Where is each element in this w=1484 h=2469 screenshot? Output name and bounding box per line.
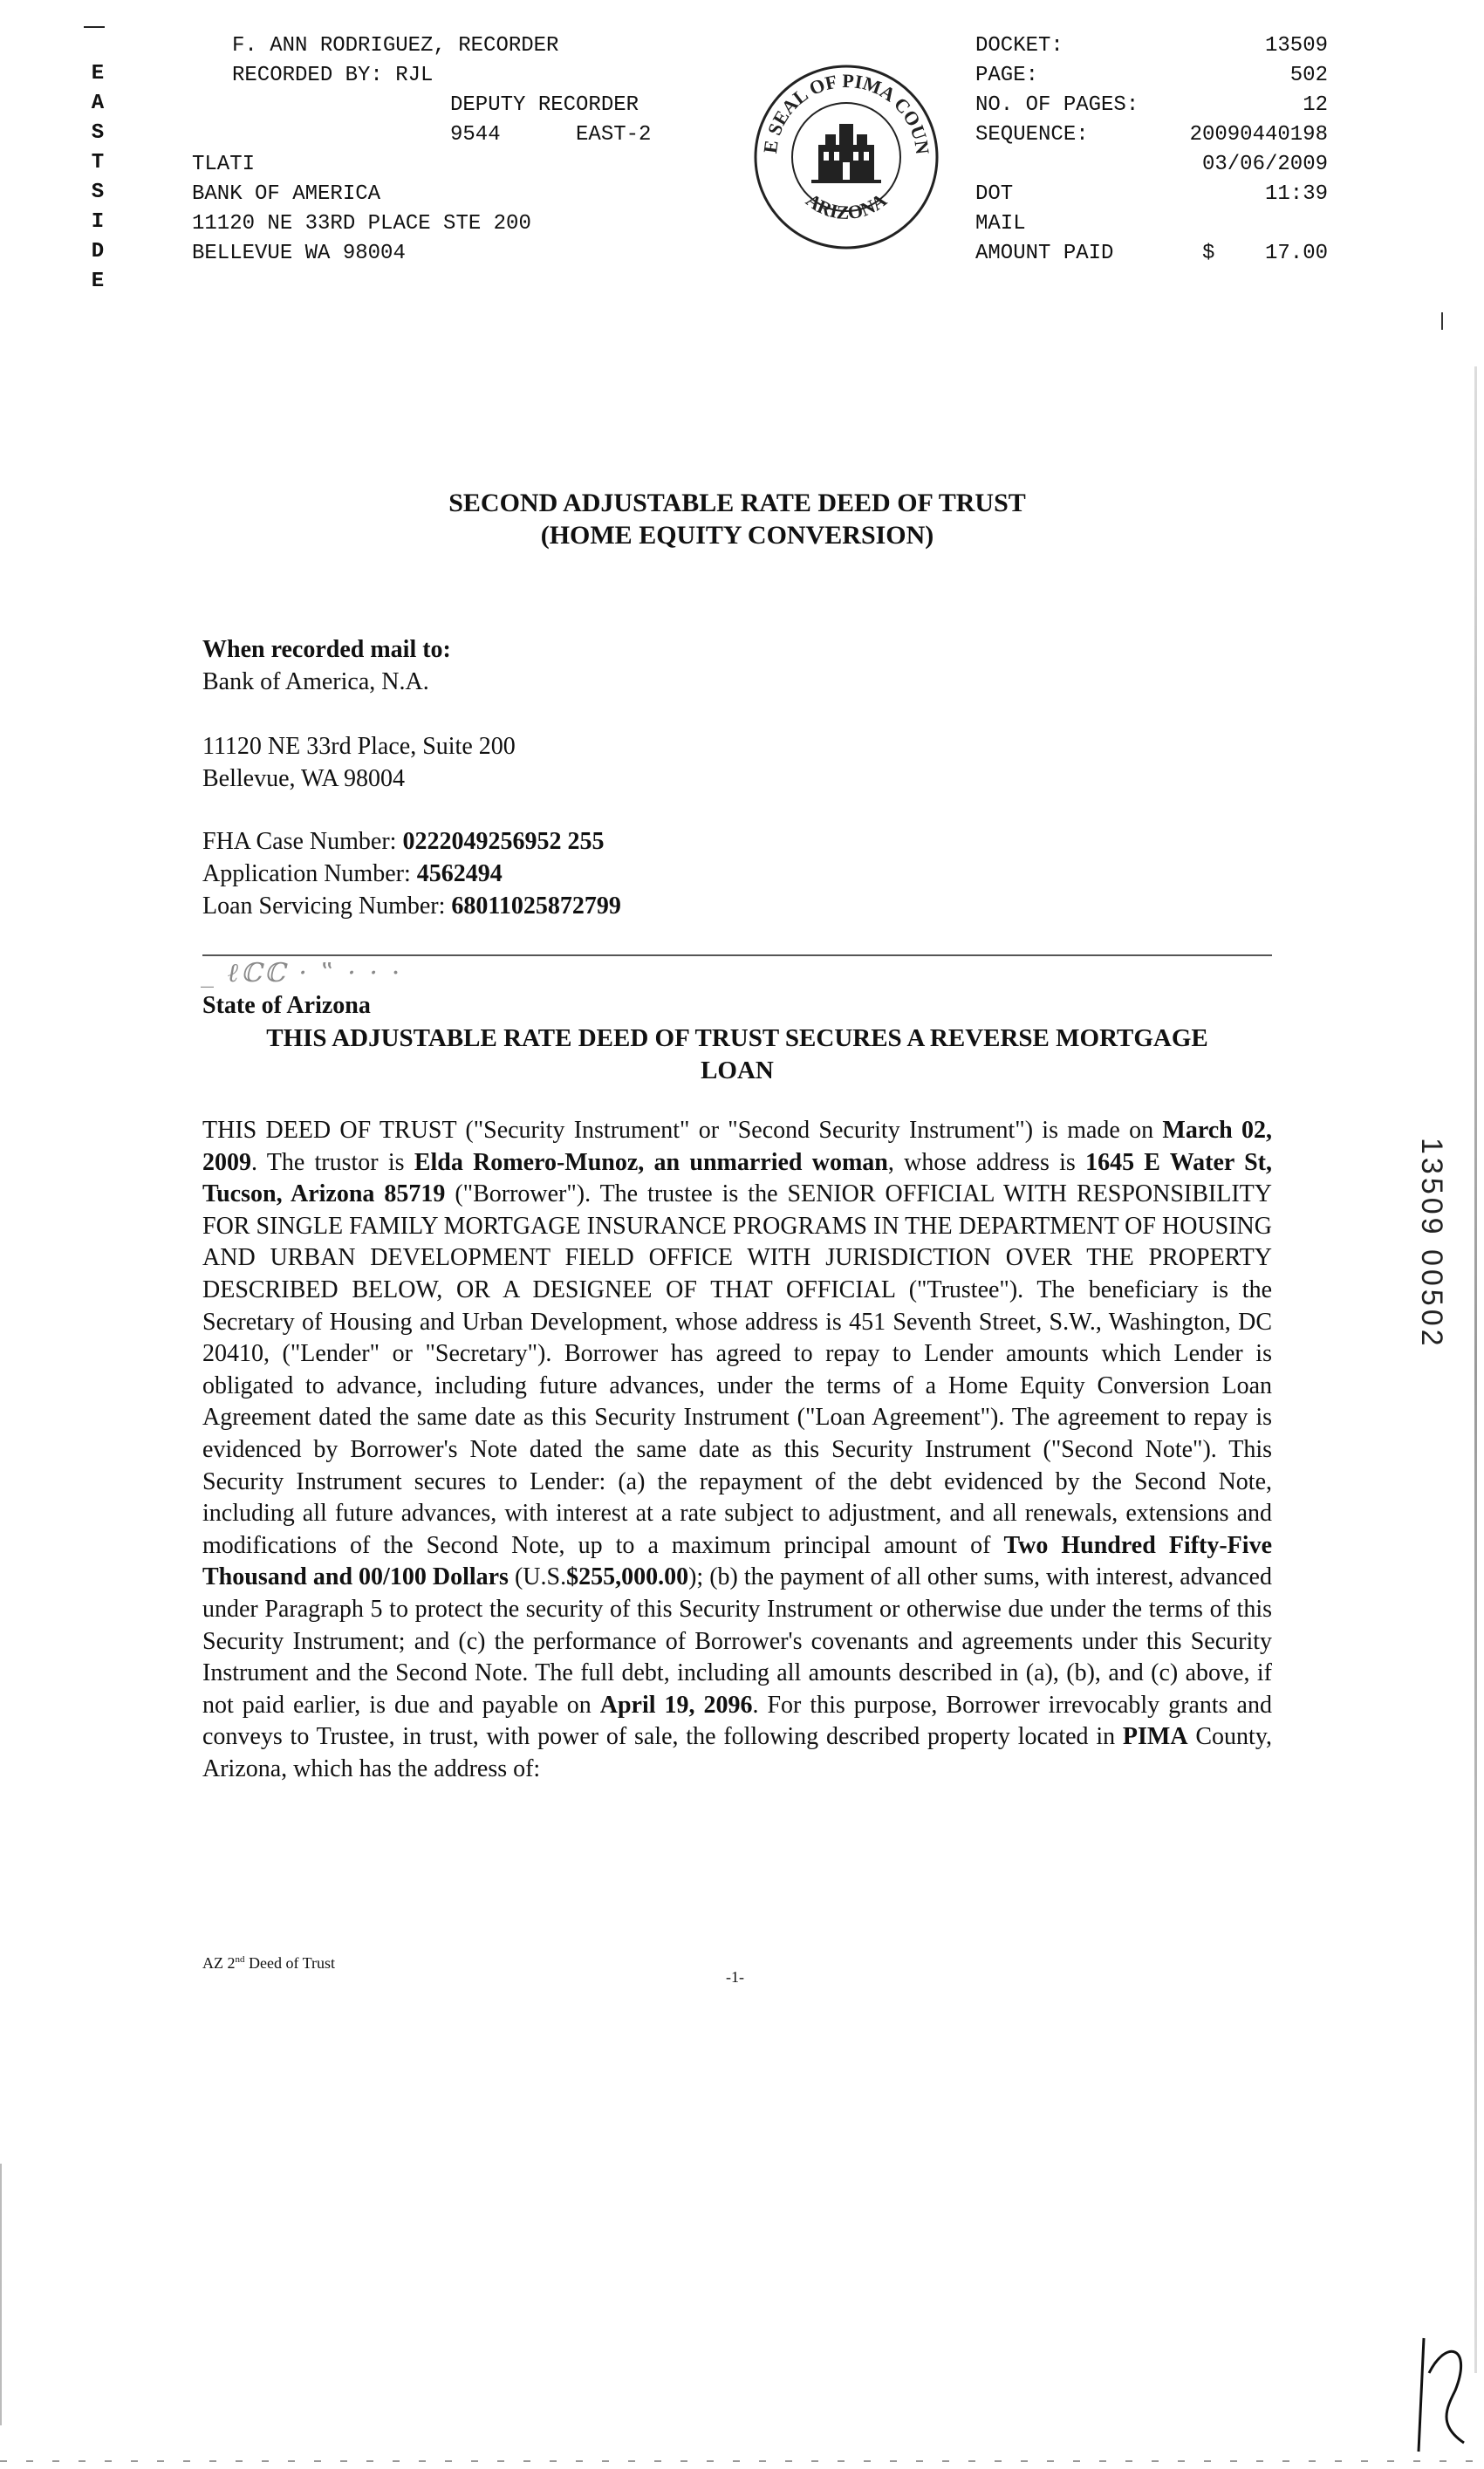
recorder-name: F. ANN RODRIGUEZ, RECORDER	[232, 34, 559, 58]
recorder-station	[232, 120, 721, 150]
amount-in-numbers: $255,000.00	[566, 1563, 689, 1591]
county-name: PIMA	[1122, 1723, 1188, 1751]
pages-value: 12	[1303, 93, 1328, 117]
borrower-address: 1645 E Water St, Tucson, Arizona 85719	[202, 1148, 1273, 1208]
fha-case-label: FHA Case Number:	[202, 828, 397, 855]
page-label: PAGE:	[975, 64, 1039, 87]
paragraph-text: County, Arizona, which has the address of:	[202, 1723, 1273, 1782]
side-letter: A	[91, 92, 105, 115]
currency-symbol: $	[1201, 242, 1215, 265]
paragraph-text: . For this purpose, Borrower irrevocably grants and conveys to Trustee, in trust, with power of sale, the following described property located in	[202, 1691, 1272, 1751]
application-label: Application Number:	[202, 860, 411, 887]
margin-dash	[84, 26, 105, 28]
horizontal-rule	[202, 954, 1272, 956]
docket-value: 13509	[1264, 34, 1328, 58]
pages-row	[975, 91, 1328, 120]
paragraph-text: (U.S.	[508, 1563, 567, 1591]
secures-heading-line2: LOAN	[701, 1057, 774, 1084]
mail-to-street: 11120 NE 33rd Place, Suite 200	[202, 733, 516, 760]
form-suffix: Deed of Trust	[244, 1954, 336, 1972]
application-number: 4562494	[416, 860, 503, 887]
mail-to-name: Bank of America, N.A.	[202, 668, 429, 695]
recorder-station-code: EAST-2	[576, 123, 652, 147]
side-letter: S	[91, 121, 105, 145]
fha-case-number: 0222049256952 255	[402, 828, 605, 855]
loan-servicing-number: 68011025872799	[451, 893, 621, 920]
amount-paid-value: 17.00	[1264, 242, 1328, 265]
handwritten-initials	[1412, 2321, 1478, 2460]
scan-edge-shadow	[0, 2164, 2, 2425]
paragraph-text: . The trustor is	[251, 1148, 414, 1176]
secures-heading-line1: THIS ADJUSTABLE RATE DEED OF TRUST SECURES A REVERSE MORTGAGE	[266, 1024, 1208, 1052]
deed-date: March 02, 2009	[202, 1117, 1273, 1176]
recording-date: 03/06/2009	[1201, 153, 1328, 176]
margin-tick	[1441, 312, 1443, 330]
side-letter: E	[91, 62, 105, 85]
form-name	[202, 1954, 335, 1973]
eastside-vertical-label	[87, 59, 108, 297]
mail-to-block	[202, 633, 988, 795]
docket-block	[975, 31, 1328, 269]
deed-paragraph	[202, 1115, 1272, 1785]
mail-to-city: Bellevue, WA 98004	[202, 765, 406, 792]
amount-in-words: Two Hundred Fifty-Five Thousand and 00/100 Dollars	[202, 1531, 1272, 1591]
paragraph-text: ("Borrower"). The trustee is the SENIOR OFFICIAL WITH RESPONSIBILITY FOR SINGLE FAMILY MORTGAGE INSURANCE PROGRAMS IN THE DEPARTMENT OF HOUSING AND URBAN DEVELOPMENT FIELD OFFICE WITH JURISDICTION OVER THE PROPERTY DESCRIBED BELOW, OR A DESIGNEE OF THAT OFFICIAL ("Trustee"). The beneficiary is the Secretary of Housing and Urban Development, whose address is 451 Seventh Street, S.W., Washington, DC 20410, ("Lender" or "Secretary"). Borrower has agreed to repay to Lender amounts which Lender is obligated to advance, including future advances, under the terms of a Home Equity Conversion Loan Agreement dated the same date as this Security Instrument ("Loan Agreement"). The agreement to repay is evidenced by Borrower's Note dated the same date as this Security Instrument ("Second Note"). This Security Instrument secures to Lender: (a) the repayment of the debt evidenced by the Second Note, including all future advances, with interest at a rate subject to adjustment, and all renewals, extensions and modifications of the Second Note, up to a maximum principal amount of	[202, 1180, 1272, 1559]
addressee-line: TLATI	[192, 153, 256, 176]
vertical-docket-stamp: 13509 00502	[1415, 1138, 1448, 1350]
seal-top-text: E SEAL OF PIMA COUN	[758, 69, 934, 156]
dot-label: DOT	[975, 182, 1014, 206]
form-superscript: nd	[235, 1954, 245, 1965]
paragraph-text: THIS DEED OF TRUST ("Security Instrument" or "Second Security Instrument") is made on	[202, 1117, 1163, 1144]
side-letter: S	[91, 181, 105, 204]
side-letter: T	[91, 151, 105, 174]
amount-label: AMOUNT PAID	[975, 242, 1114, 265]
pages-label: NO. OF PAGES:	[975, 93, 1139, 117]
paragraph-text: ); (b) the payment of all other sums, with interest, advanced under Paragraph 5 to protect the security of this Security Instrument or otherwise due under the terms of this Security Instrument; and (c) the performance of Borrower's covenants and agreements under this Security Instrument and the Second Note. The full debt, including all amounts described in (a), (b), and (c) above, if not paid earlier, is due and payable on	[202, 1563, 1272, 1719]
paragraph-text: , whose address is	[887, 1148, 1086, 1176]
loan-numbers-block	[202, 825, 988, 922]
side-letter: D	[91, 240, 105, 263]
recorder-block	[192, 31, 721, 269]
amount-value-group	[1202, 239, 1328, 269]
document-title: SECOND ADJUSTABLE RATE DEED OF TRUST	[448, 489, 1026, 517]
trustor-name: Elda Romero-Munoz, an unmarried woman	[414, 1148, 888, 1176]
docket-row	[975, 31, 1328, 61]
recording-time: 11:39	[1264, 182, 1328, 206]
handwritten-mark: _ ℓℂℂ · ‟ · · ⋅	[201, 958, 403, 988]
scan-bottom-edge	[0, 2460, 1484, 2462]
sequence-row	[975, 120, 1328, 150]
fha-case-row	[202, 825, 988, 858]
mail-to-heading: When recorded mail to:	[202, 636, 451, 663]
application-row	[202, 858, 988, 890]
addressee-line: 11120 NE 33RD PLACE STE 200	[192, 212, 531, 236]
recorded-by: RECORDED BY: RJL	[232, 64, 434, 87]
seal-bottom-text: ARIZONA	[802, 188, 891, 224]
amount-row	[975, 239, 1328, 269]
docket-label: DOCKET:	[975, 34, 1063, 58]
mail-label: MAIL	[975, 212, 1026, 236]
scan-edge-shadow	[1474, 366, 1477, 2373]
dot-row	[975, 180, 1328, 209]
addressee-line: BELLEVUE WA 98004	[192, 242, 406, 265]
recorder-number: 9544	[450, 123, 501, 147]
addressee-line: BANK OF AMERICA	[192, 182, 381, 206]
page-number: -1-	[726, 1968, 744, 1986]
mail-row	[975, 209, 1328, 239]
form-prefix: AZ 2	[202, 1954, 236, 1972]
state-line: State of Arizona	[202, 992, 371, 1019]
document-subtitle: (HOME EQUITY CONVERSION)	[540, 521, 934, 550]
side-letter: I	[91, 210, 105, 234]
deputy-recorder: DEPUTY RECORDER	[450, 93, 639, 117]
maturity-date: April 19, 2096	[599, 1691, 753, 1719]
svg-text:ARIZONA	[802, 188, 891, 223]
servicing-label: Loan Servicing Number:	[202, 893, 446, 920]
pima-county-seal	[750, 61, 942, 253]
sequence-label: SEQUENCE:	[975, 123, 1089, 147]
sequence-value: 20090440198	[1189, 123, 1328, 147]
servicing-row	[202, 890, 988, 922]
side-letter: E	[91, 270, 105, 293]
page-row	[975, 61, 1328, 91]
page-value: 502	[1289, 64, 1328, 87]
